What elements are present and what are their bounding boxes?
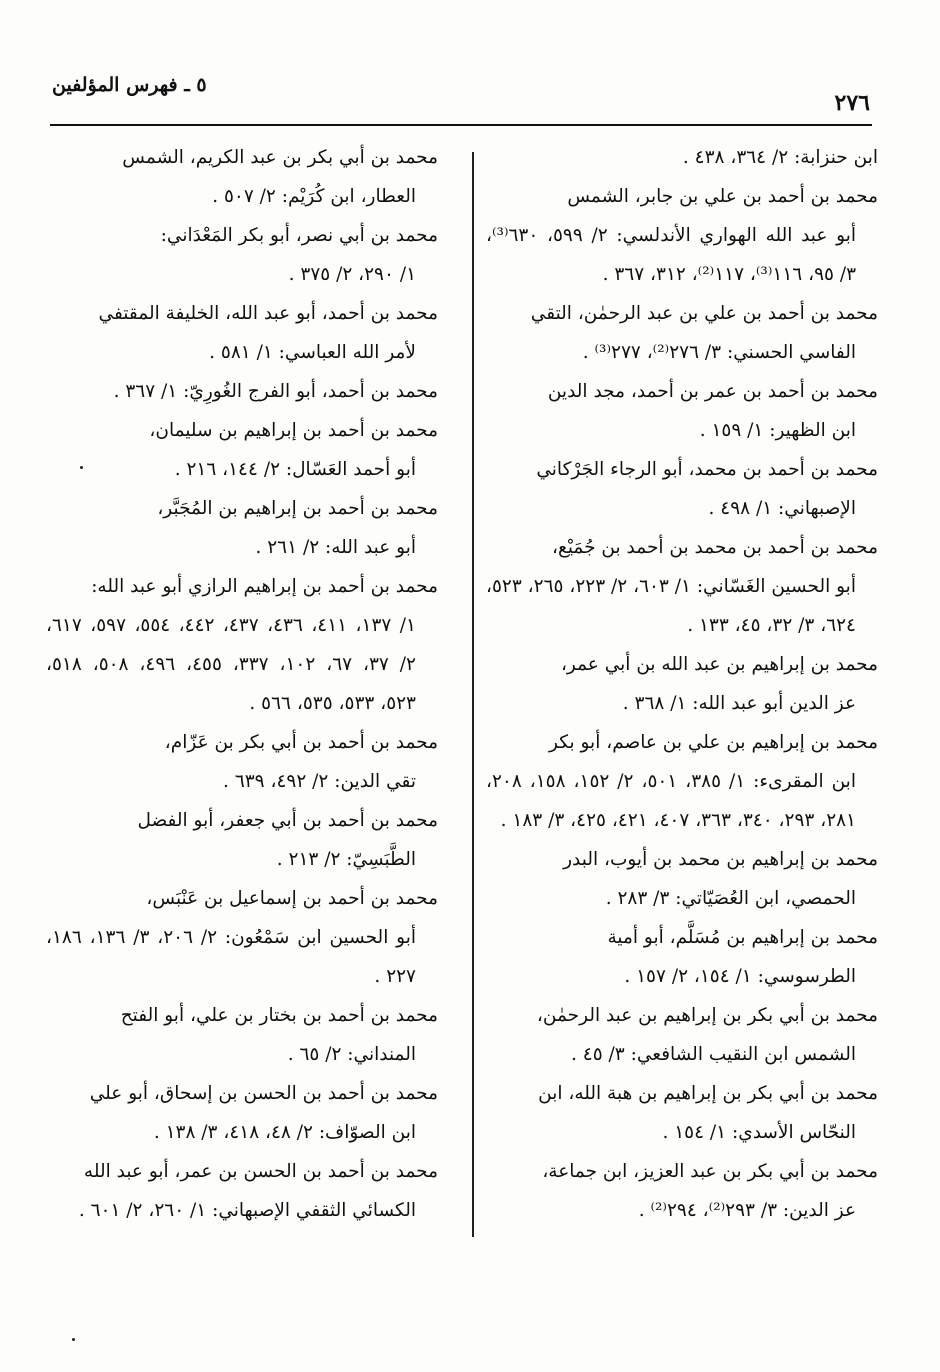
entry: محمد بن أحمد، أبو عبد الله، الخليفة المقتفي لأمر الله العباسي: ١/ ٥٨١ . [98,303,438,363]
entry: محمد بن أحمد بن أبي بكر بن عَزّام، تقي الدين: ٢/ ٤٩٢، ٦٣٩ . [164,732,438,792]
running-header-title: ٥ ـ فهرس المؤلفين [52,74,207,96]
left-column [46,138,438,1230]
entry: محمد بن أحمد بن الحسن بن عمر، أبو عبد الله الكسائي الثقفي الإصبهاني: ١/ ٢٦٠، ٢/ ٦٠١ . [78,1161,438,1221]
right-column [486,138,878,1230]
entry: محمد بن أحمد بن علي بن عبد الرحمٰن، التقي الفاسي الحسني: ٣/ ٢٧٦⁽²⁾، ٢٧٧⁽³⁾ . [530,303,878,363]
entry: محمد بن أبي بكر بن عبد العزيز، ابن جماعة، عز الدين: ٣/ ٢٩٣⁽²⁾، ٢٩٤⁽²⁾ . [542,1161,878,1221]
entry: محمد بن أحمد بن عمر بن أحمد، مجد الدين ابن الظهير: ١/ ١٥٩ . [547,381,878,441]
entry: محمد بن أحمد بن محمد، أبو الرجاء الجَرْكاني الإصبهاني: ١/ ٤٩٨ . [536,459,878,519]
column-divider [472,152,474,1237]
entry: محمد بن أحمد بن إسماعيل بن عَنْبَس، أبو الحسين ابن سَمْعُون: ٢/ ٢٠٦، ٣/ ١٣٦، ١٨٦، ٢٢٧ . [46,888,438,987]
entry: محمد بن أبي بكر بن إبراهيم بن عبد الرحمٰن، الشمس ابن النقيب الشافعي: ٣/ ٤٥ . [536,1005,878,1065]
entry: محمد بن أحمد بن أبي جعفر، أبو الفضل الطَّبَسِيّ: ٢/ ٢١٣ . [137,810,438,870]
entry: محمد بن أحمد بن إبراهيم بن سليمان، أبو أحمد العَسّال: ٢/ ١٤٤، ٢١٦ . [149,420,438,480]
entry: محمد بن أحمد بن بختار بن علي، أبو الفتح المنداني: ٢/ ٦٥ . [120,1005,438,1065]
entry: محمد بن أحمد بن الحسن بن إسحاق، أبو علي ابن الصوّاف: ٢/ ٤٨، ٤١٨، ٣/ ١٣٨ . [89,1083,438,1143]
entry: محمد بن أبي بكر بن عبد الكريم، الشمس العطار، ابن كُرَيْم: ٢/ ٥٠٧ . [122,147,438,207]
entry: محمد بن أحمد بن علي بن جابر، الشمس أبو عبد الله الهواري الأندلسي: ٢/ ٥٩٩، ٦٣٠⁽³⁾، ٣/ ٩٥، ١١٦⁽³⁾، ١١٧⁽²⁾، ٣١٢، ٣٦٧ . [486,186,878,285]
entry: محمد بن إبراهيم بن محمد بن أيوب، البدر الحمصي، ابن العُصَيّاتي: ٣/ ٢٨٣ . [563,849,878,909]
entry: محمد بن أحمد بن إبراهيم بن المُجَبَّر، أبو عبد الله: ٢/ ٢٦١ . [157,498,438,558]
entry: محمد بن إبراهيم بن عبد الله بن أبي عمر، عز الدين أبو عبد الله: ١/ ٣٦٨ . [560,654,878,714]
entry: ابن حنزابة: ٢/ ٣٦٤، ٤٣٨ . [682,147,878,168]
entry: محمد بن أحمد، أبو الفرج الغُورِيّ: ١/ ٣٦٧ . [113,381,438,402]
entry: محمد بن أحمد بن إبراهيم الرازي أبو عبد الله: ١/ ١٣٧، ٤١١، ٤٣٦، ٤٣٧، ٤٤٢، ٥٥٤، ٥٩٧، ٦١٧، ٢/ ٣٧، ٦٧، ١٠٢، ٣٣٧، ٤٥٥، ٤٩٦، ٥٠٨، ٥١٨، ٥٢٣، ٥٣٣، ٥٣٥، ٥٦٦ . [46,576,438,714]
header-rule [50,124,872,126]
entry: محمد بن إبراهيم بن علي بن عاصم، أبو بكر ابن المقرىء: ١/ ٣٨٥، ٥٠١، ٢/ ١٥٢، ١٥٨، ٢٠٨، ٢٨١، ٢٩٣، ٣٤٠، ٣٦٣، ٤٠٧، ٤٢١، ٤٢٥، ٣/ ١٨٣ . [486,732,878,831]
page-number: ٢٧٦ [834,90,870,116]
entry: محمد بن أبي نصر، أبو بكر المَعْدَاني: ١/ ٢٩٠، ٢/ ٣٧٥ . [160,225,438,285]
scan-speck [80,466,83,469]
entry: محمد بن أحمد بن محمد بن أحمد بن جُمَيْع، أبو الحسين الغَسّاني: ١/ ٦٠٣، ٢/ ٢٢٣، ٢٦٥، ٥٢٣، ٦٢٤، ٣/ ٣٢، ٤٥، ١٣٣ . [486,537,878,636]
scan-speck [72,1338,75,1341]
entry: محمد بن إبراهيم بن مُسَلَّم، أبو أمية الطرسوسي: ١/ ١٥٤، ٢/ ١٥٧ . [607,927,878,987]
entry: محمد بن أبي بكر بن إبراهيم بن هبة الله، ابن النحّاس الأسدي: ١/ ١٥٤ . [538,1083,878,1143]
